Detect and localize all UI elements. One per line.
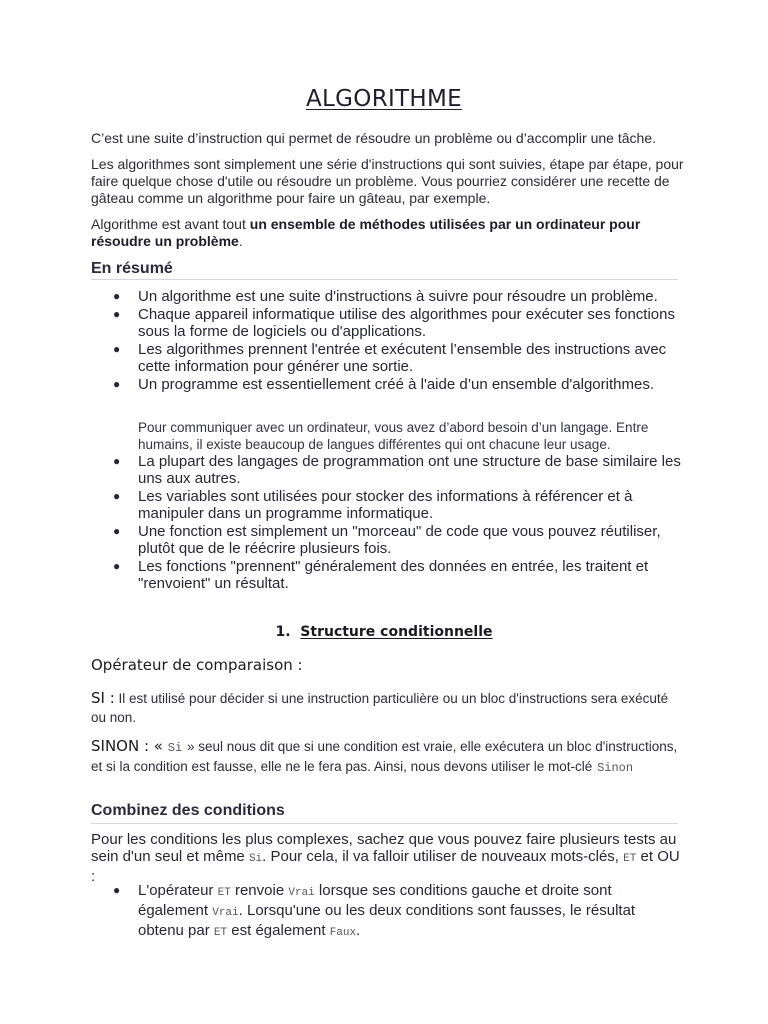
code-et: ET: [217, 887, 231, 899]
bullet-icon: ●: [113, 377, 121, 391]
list-item-text: est également: [231, 922, 326, 939]
list-item-text: Un programme est essentiellement créé à l'aide d’un ensemble d'algorithmes.: [138, 376, 654, 393]
intro-paragraph-2: Les algorithmes sont simplement une série d'instructions qui sont suivies, étape par étape, pour faire quelque chose d'utile ou résoudre un problème. Vous pourriez considérer une recette de gâteau comme un algorithme pour faire un gâteau, par exemple.: [91, 156, 684, 206]
document-title: ALGORITHME: [306, 86, 462, 112]
list-item-text: Un algorithme est une suite d'instructions à suivre pour résoudre un problème.: [138, 288, 658, 305]
si-paragraph: [91, 689, 681, 727]
list-item: [113, 558, 681, 592]
list-item-text: Les variables sont utilisées pour stocker des informations à référencer et à manipuler dans un programme informatique.: [138, 488, 633, 522]
list-item: [113, 523, 681, 557]
comparison-subtitle: Opérateur de comparaison :: [91, 656, 303, 674]
section-number: 1.: [275, 624, 291, 640]
section-title: Structure conditionnelle: [300, 624, 493, 640]
bullet-icon: ●: [113, 342, 121, 356]
list-item: [113, 288, 681, 305]
code-si: Si: [167, 741, 183, 755]
combine-text-2: . Pour cela, il va falloir utiliser de nouveaux mots-clés,: [262, 848, 619, 865]
list-item-text: . Lorsqu'une ou les deux conditions sont fausses, le résultat obtenu par: [138, 902, 636, 939]
sinon-label: SINON : «: [91, 737, 163, 755]
combine-heading: Combinez des conditions: [91, 802, 285, 819]
list-item-text: lorsque ses conditions gauche et droite sont également: [138, 882, 612, 919]
list-item: [113, 488, 681, 522]
intro-p3-end: .: [238, 233, 243, 249]
list-item-text: Les fonctions "prennent" généralement des données en entrée, les traitent et "renvoient" un résultat.: [138, 558, 649, 592]
list-item-text: L'opérateur: [138, 882, 214, 899]
code-et: ET: [213, 927, 228, 939]
list-item-text: Chaque appareil informatique utilise des algorithmes pour exécuter ses fonctions sous la forme de logiciels ou d'applications.: [138, 306, 675, 340]
section-1-heading: [0, 624, 768, 640]
combine-paragraph: [91, 831, 683, 885]
code-sinon: Sinon: [597, 761, 634, 775]
list-item-text: Une fonction est simplement un "morceau" de code que vous pouvez réutiliser, plutôt que de le réécrire plusieurs fois.: [138, 523, 661, 557]
list-item: [113, 341, 681, 375]
si-label: SI :: [91, 689, 115, 707]
language-note: Pour communiquer avec un ordinateur, vous avez d’abord besoin d’un langage. Entre humains, il existe beaucoup de langues différentes qui ont chacune leur usage.: [138, 420, 649, 452]
summary-divider: [91, 279, 678, 280]
code-faux: Faux: [329, 927, 357, 939]
code-vrai: Vrai: [212, 907, 239, 919]
list-item-text: La plupart des langages de programmation ont une structure de base similaire les uns aux autres.: [138, 453, 681, 487]
code-et: ET: [623, 853, 637, 865]
intro-paragraph-3: [91, 216, 691, 250]
intro-p3-bold: un ensemble de méthodes utilisées par un ordinateur pour résoudre un problème: [91, 216, 641, 249]
sinon-text: » seul nous dit que si une condition est vraie, elle exécutera un bloc d'instructions, et si la condition est fausse, elle ne le fera pas. Ainsi, nous devons utiliser le mot-clé: [91, 739, 678, 774]
combine-text-1: Pour les conditions les plus complexes, sachez que vous pouvez faire plusieurs tests au sein d'un seul et même: [91, 831, 677, 865]
combine-text-3: et OU :: [91, 848, 680, 885]
bullet-icon: ●: [113, 524, 121, 538]
combine-divider: [91, 823, 678, 824]
summary-heading: En résumé: [91, 260, 173, 277]
list-item-text: renvoie: [234, 882, 285, 899]
list-item: [113, 376, 681, 393]
si-text: Il est utilisé pour décider si une instruction particulière ou un bloc d'instructions sera exécuté ou non.: [91, 691, 669, 725]
bullet-icon: ●: [113, 454, 121, 468]
list-item: [113, 453, 681, 487]
intro-paragraph-1: C’est une suite d’instruction qui permet de résoudre un problème ou d’accomplir une tâche.: [91, 130, 656, 146]
bullet-icon: ●: [113, 883, 121, 897]
bullet-icon: ●: [113, 559, 121, 573]
bullet-icon: ●: [113, 489, 121, 503]
intro-p3-start: Algorithme est avant tout: [91, 216, 250, 232]
list-item: [113, 306, 681, 340]
code-si: Si: [248, 853, 263, 865]
list-item: [113, 882, 681, 942]
summary-list-a: [113, 288, 681, 394]
combine-list: [113, 882, 681, 943]
summary-list-b: [113, 453, 681, 593]
bullet-icon: ●: [113, 289, 121, 303]
list-item-text: Les algorithmes prennent l'entrée et exécutent l’ensemble des instructions avec cette information pour générer une sortie.: [138, 341, 667, 375]
list-item-text: .: [356, 922, 361, 939]
code-vrai: Vrai: [288, 887, 315, 899]
bullet-icon: ●: [113, 307, 121, 321]
sinon-paragraph: [91, 737, 681, 777]
